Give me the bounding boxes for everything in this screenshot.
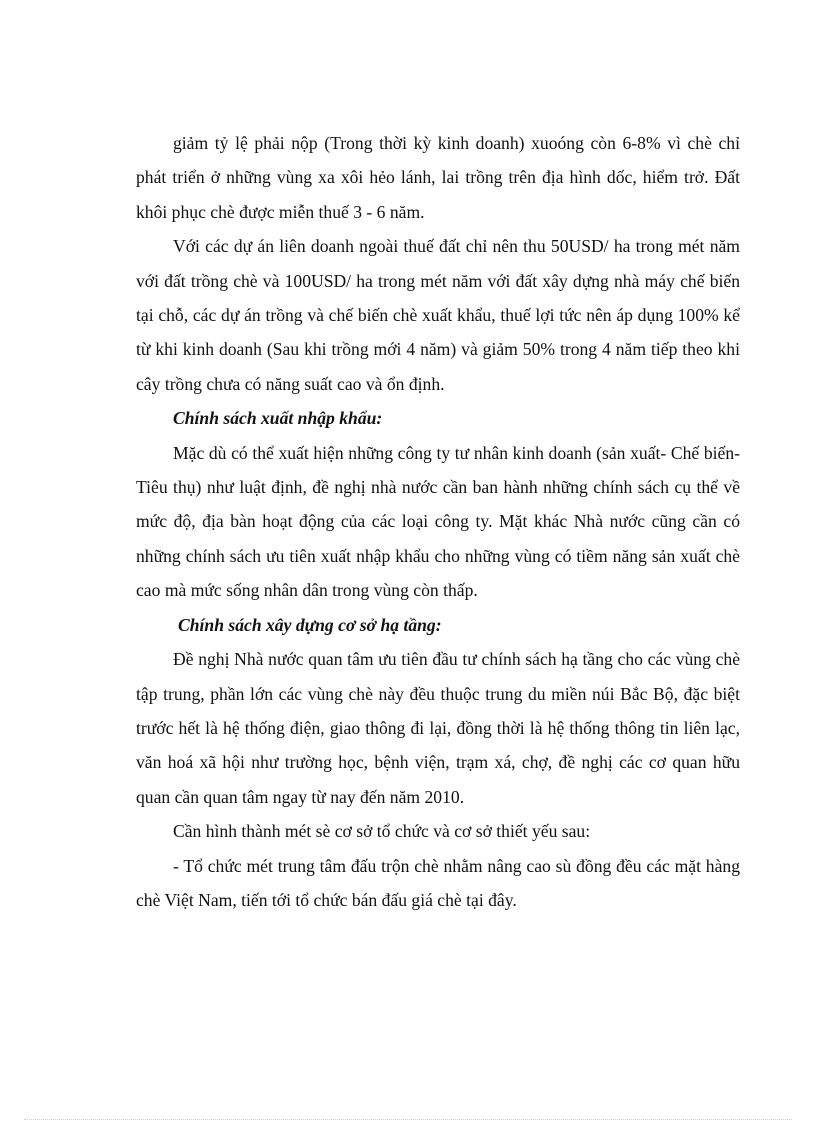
heading-import-export-policy: Chính sách xuất nhập khẩu:: [173, 408, 383, 429]
paragraph-joint-venture-tax: Với các dự án liên doanh ngoài thuế đất chỉ nên thu 50USD/ ha trong mét năm với đất trồng chè và 100USD/ ha trong mét năm với đất xây dựng nhà máy chế biến tại chỗ, các dự án trồng và chế biến chè xuất khẩu, thuế lợi tức nên áp dụng 100% kể từ khi kinh doanh (Sau khi trồng mới 4 năm) và giảm 50% trong 4 năm tiếp theo khi cây trồng chưa có năng suất cao và ổn định.: [136, 236, 740, 394]
paragraph-infrastructure: Đề nghị Nhà nước quan tâm ưu tiên đầu tư chính sách hạ tầng cho các vùng chè tập trung, phần lớn các vùng chè này đều thuộc trung du miền núi Bắc Bộ, đặc biệt trước hết là hệ thống điện, giao thông đi lại, đồng thời là hệ thống thông tin liên lạc, văn hoá xã hội như trường học, bệnh viện, trạm xá, chợ, đề nghị các cơ quan hữu quan cần quan tâm ngay từ nay đến năm 2010.: [136, 649, 740, 807]
paragraph-tea-blending-center: - Tổ chức mét trung tâm đấu trộn chè nhằm nâng cao sù đồng đều các mặt hàng chè Việt Nam, tiến tới tổ chức bán đấu giá chè tại đây.: [136, 855, 740, 910]
document-body: [136, 126, 740, 917]
heading-infrastructure-policy: Chính sách xây dựng cơ sở hạ tầng:: [178, 614, 442, 635]
paragraph-land-tax-continued: giảm tỷ lệ phải nộp (Trong thời kỳ kinh doanh) xuoóng còn 6-8% vì chè chỉ phát triển ở những vùng xa xôi hẻo lánh, lai trồng trên địa hình dốc, hiểm trở. Đất khôi phục chè được miễn thuế 3 - 6 năm.: [136, 133, 740, 222]
paragraph-establish-facilities: Cần hình thành mét sè cơ sở tổ chức và cơ sở thiết yếu sau:: [173, 821, 591, 842]
paragraph-import-export: Mặc dù có thể xuất hiện những công ty tư nhân kinh doanh (sản xuất- Chế biến- Tiêu thụ) như luật định, đề nghị nhà nước cần ban hành những chính sách cụ thể về mức độ, địa bàn hoạt động của các loại công ty. Mặt khác Nhà nước cũng cần có những chính sách ưu tiên xuất nhập khẩu cho những vùng có tiềm năng sản xuất chè cao mà mức sống nhân dân trong vùng còn thấp.: [136, 442, 740, 601]
page-bottom-divider: [24, 1119, 792, 1120]
